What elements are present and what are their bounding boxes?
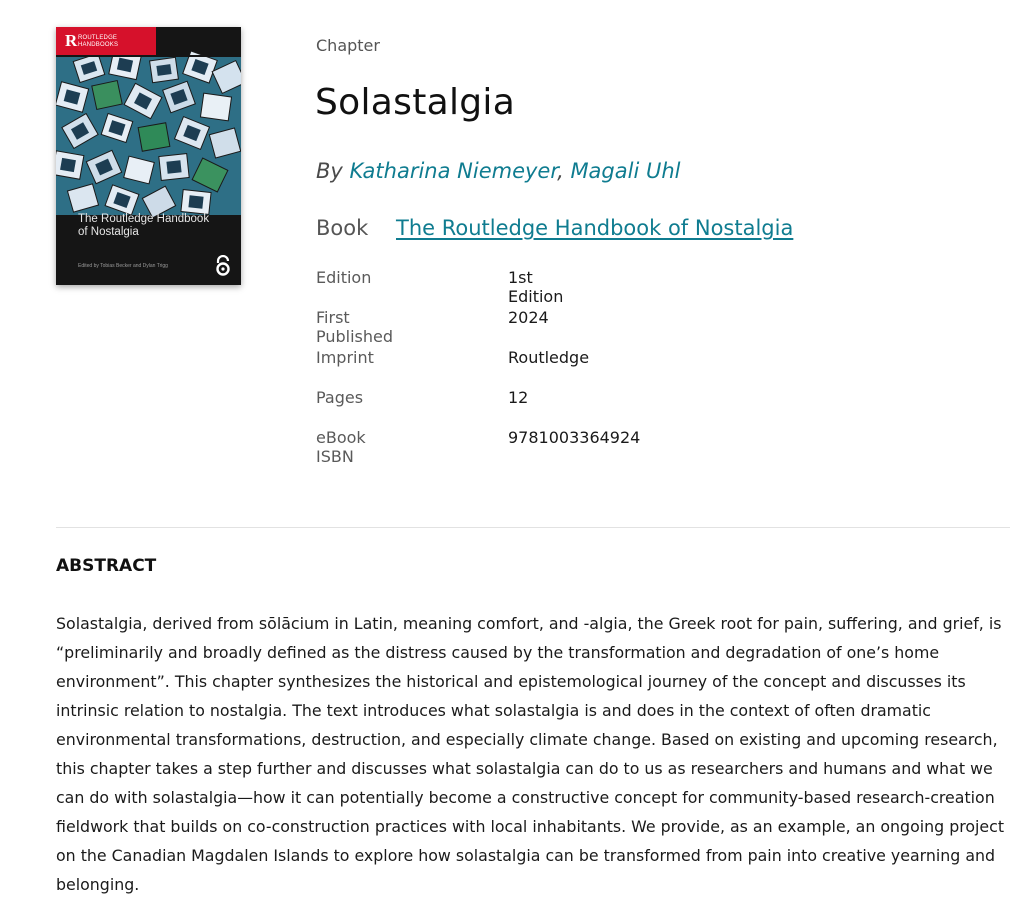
book-label: Book: [316, 216, 369, 240]
book-cover[interactable]: [56, 27, 241, 285]
cover-editors: Edited by Tobias Becker and Dylan Trigg: [78, 263, 168, 269]
cover-brand: ROUTLEDGE HANDBOOKS: [78, 35, 119, 48]
meta-value: 12: [508, 388, 529, 407]
routledge-logo-icon: R: [65, 31, 78, 50]
meta-label: eBook ISBN: [316, 428, 366, 466]
meta-label: First Published: [316, 308, 394, 346]
meta-value: 9781003364924: [508, 428, 641, 447]
author-separator: ,: [557, 159, 564, 183]
meta-value: 1st Edition: [508, 268, 564, 306]
meta-value: Routledge: [508, 348, 590, 367]
book-title-link[interactable]: The Routledge Handbook of Nostalgia: [396, 216, 794, 240]
section-divider: [56, 527, 1010, 528]
abstract-text: Solastalgia, derived from sōlācium in Latin, meaning comfort, and -algia, the Greek root for pain, suffering, and grief, is “preliminarily and broadly defined as the distress caused by the transformation and degradation of one’s home environment”. This chapter synthesizes the historical and epistemological journey of the concept and discusses its intrinsic relation to nostalgia. The text introduces what solastalgia is and does in the context of often dramatic environmental transformations, destruction, and especially climate change. Based on existing and upcoming research, this chapter takes a step further and discusses what solastalgia can do to us as researchers and humans and what we can do with solastalgia—how it can potentially become a constructive concept for community-based research-creation fieldwork that builds on co-construction practices with local inhabitants. We provide, as an example, an ongoing project on the Canadian Magdalen Islands to explore how solastalgia can be transformed from pain into creative yearning and belonging.: [56, 614, 1005, 894]
meta-label: Edition: [316, 268, 372, 287]
cover-artwork: [56, 27, 241, 285]
chapter-title: Solastalgia: [315, 82, 516, 123]
meta-label: Pages: [316, 388, 364, 407]
author-link[interactable]: Magali Uhl: [570, 159, 681, 183]
authors-line: [316, 159, 680, 183]
author-link[interactable]: Katharina Niemeyer: [349, 159, 558, 183]
content-type-label: Chapter: [316, 36, 380, 55]
by-label: By: [316, 159, 343, 183]
book-row: [316, 216, 794, 240]
cover-title: The Routledge Handbook of Nostalgia: [78, 213, 210, 238]
abstract-heading: ABSTRACT: [56, 556, 157, 576]
meta-label: Imprint: [316, 348, 374, 367]
meta-value: 2024: [508, 308, 549, 327]
open-access-icon: [214, 255, 232, 277]
